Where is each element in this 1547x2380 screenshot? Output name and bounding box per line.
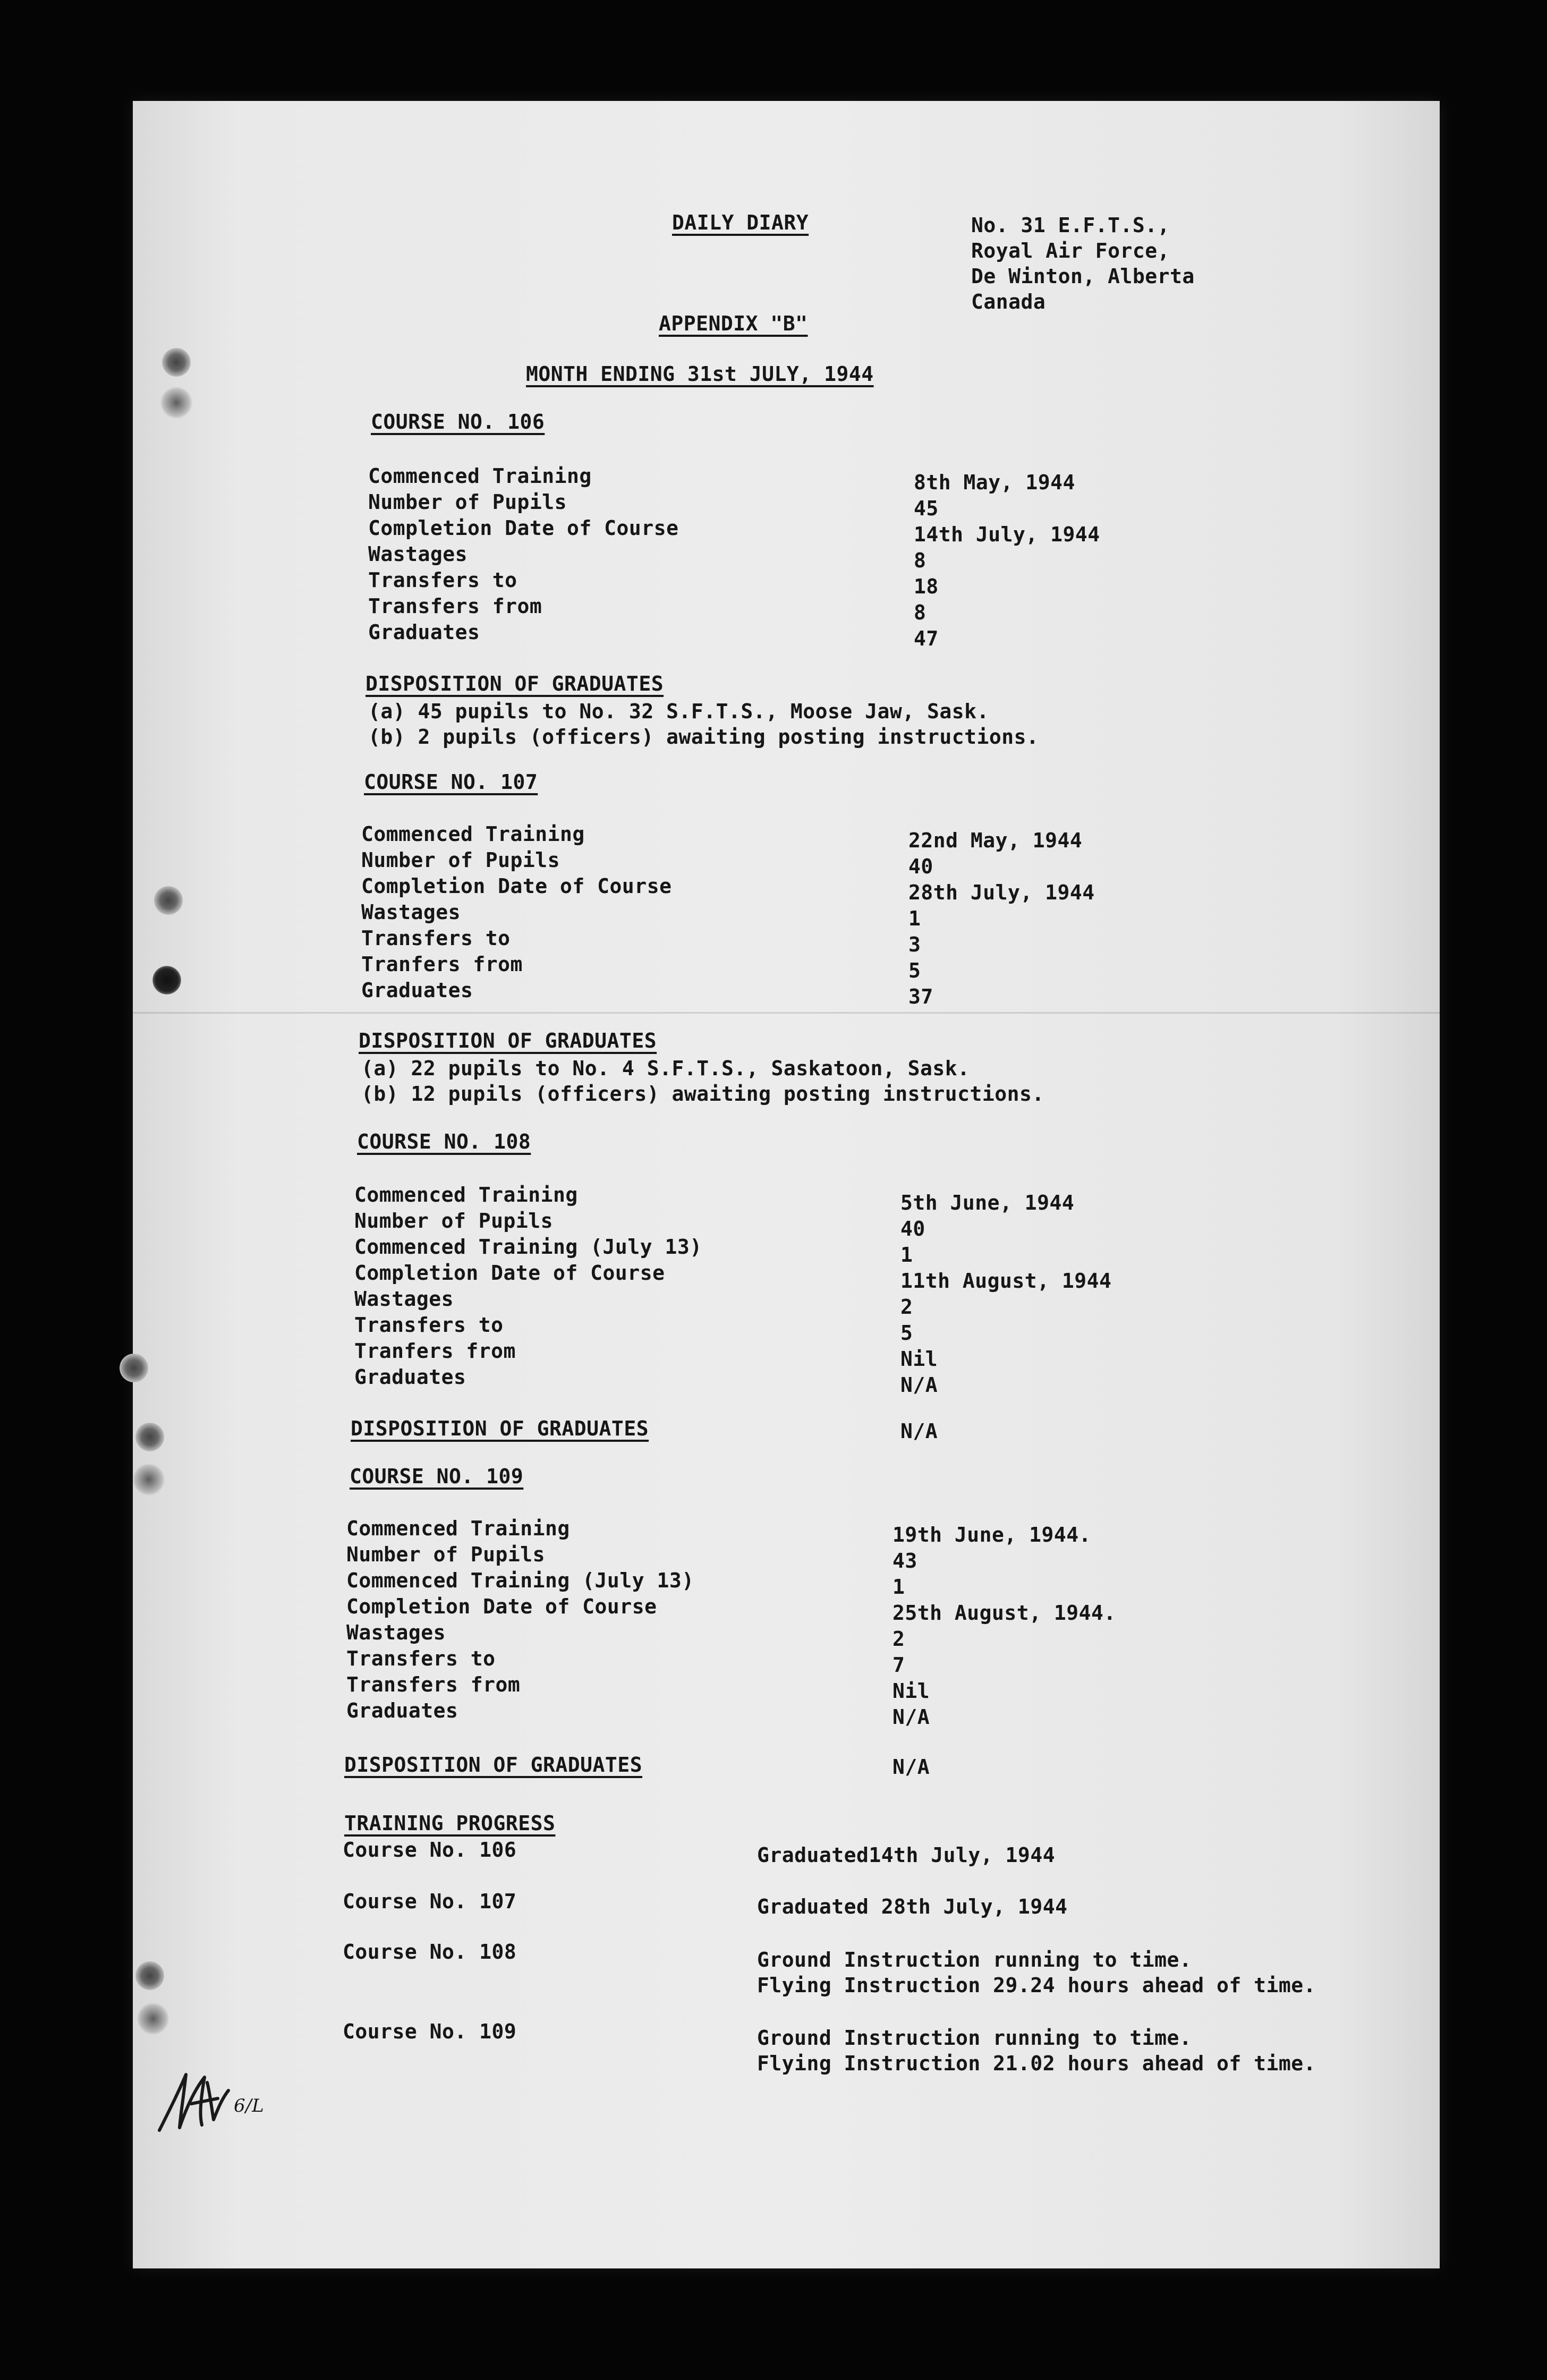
field-label: Transfers from (346, 1673, 521, 1696)
ink-smudge (137, 2003, 169, 2035)
field-label: Commenced Training (346, 1517, 570, 1540)
field-value: 8 (914, 549, 926, 572)
progress-course-label: Course No. 107 (343, 1890, 517, 1913)
field-value: 1 (892, 1575, 905, 1599)
field-label: Wastages (346, 1621, 446, 1644)
field-value: 19th June, 1944. (892, 1523, 1092, 1546)
field-value: 1 (900, 1243, 913, 1266)
field-value: 43 (892, 1549, 917, 1572)
field-label: Graduates (346, 1699, 458, 1722)
field-label: Commenced Training (354, 1183, 578, 1206)
field-value: 22nd May, 1944 (908, 829, 1083, 852)
punch-hole (152, 966, 181, 994)
field-value: 40 (908, 855, 933, 878)
disposition-item: (b) 2 pupils (officers) awaiting posting instructions. (368, 725, 1039, 749)
field-label: Completion Date of Course (346, 1595, 657, 1618)
disposition-value: N/A (900, 1420, 938, 1443)
field-value: 14th July, 1944 (914, 523, 1100, 546)
disposition-item: (b) 12 pupils (officers) awaiting posting instructions. (361, 1082, 1044, 1106)
field-value: 28th July, 1944 (908, 881, 1095, 904)
field-value: Nil (892, 1679, 930, 1703)
punch-hole (162, 348, 191, 377)
field-label: Completion Date of Course (354, 1261, 665, 1285)
field-value: 7 (892, 1653, 905, 1677)
progress-course-label: Course No. 109 (343, 2020, 517, 2043)
field-value: 5 (908, 959, 921, 982)
field-value: 8 (914, 601, 926, 624)
diary-title: DAILY DIARY (672, 211, 809, 234)
field-value: Nil (900, 1347, 938, 1371)
course-107-heading: COURSE NO. 107 (364, 770, 538, 794)
course-108-heading: COURSE NO. 108 (357, 1130, 531, 1153)
ink-smudge (133, 1464, 165, 1495)
field-label: Transfers to (354, 1313, 504, 1337)
field-value: 18 (914, 575, 939, 598)
progress-course-label: Course No. 108 (343, 1940, 517, 1964)
field-value: 2 (900, 1295, 913, 1319)
disposition-item: (a) 22 pupils to No. 4 S.F.T.S., Saskatoon, Sask. (361, 1057, 970, 1080)
punch-hole (135, 1423, 164, 1451)
training-progress-heading: TRAINING PROGRESS (344, 1812, 556, 1835)
field-label: Graduates (361, 979, 473, 1002)
disposition-heading: DISPOSITION OF GRADUATES (344, 1753, 643, 1776)
disposition-heading: DISPOSITION OF GRADUATES (351, 1417, 649, 1440)
punch-hole (135, 1961, 164, 1990)
progress-status: Graduated14th July, 1944 (757, 1843, 1056, 1867)
field-label: Commenced Training (July 13) (354, 1235, 702, 1259)
disposition-heading: DISPOSITION OF GRADUATES (366, 672, 664, 695)
field-value: 47 (914, 627, 939, 650)
field-label: Wastages (361, 900, 461, 924)
field-value: 5th June, 1944 (900, 1191, 1075, 1214)
field-value: 5 (900, 1321, 913, 1345)
field-label: Commenced Training (361, 822, 585, 846)
field-value: 3 (908, 933, 921, 956)
field-value: 1 (908, 907, 921, 930)
field-value: 2 (892, 1627, 905, 1651)
unit-line-1: No. 31 E.F.T.S., (971, 214, 1170, 237)
initials-text: 6/L (234, 2095, 265, 2116)
progress-status: Flying Instruction 29.24 hours ahead of time. (757, 1974, 1316, 1997)
field-label: Transfers to (346, 1647, 496, 1670)
appendix-heading: APPENDIX "B" (659, 312, 808, 335)
document-page (133, 101, 1440, 2268)
field-label: Commenced Training (368, 464, 592, 488)
field-label: Number of Pupils (354, 1209, 554, 1232)
punch-hole (120, 1354, 148, 1382)
field-label: Tranfers from (361, 953, 523, 976)
punch-hole (154, 886, 183, 915)
progress-status: Ground Instruction running to time. (757, 2026, 1192, 2050)
field-value: 40 (900, 1217, 925, 1240)
disposition-heading: DISPOSITION OF GRADUATES (359, 1029, 657, 1052)
course-109-heading: COURSE NO. 109 (350, 1465, 524, 1488)
fold-line (133, 1012, 1440, 1014)
course-106-heading: COURSE NO. 106 (371, 410, 545, 434)
month-heading: MONTH ENDING 31st JULY, 1944 (526, 362, 874, 386)
handwritten-initials (154, 2061, 282, 2143)
field-value: 25th August, 1944. (892, 1601, 1116, 1625)
unit-line-2: Royal Air Force, (971, 239, 1170, 262)
disposition-value: N/A (892, 1755, 930, 1779)
field-label: Number of Pupils (361, 848, 560, 872)
field-label: Graduates (354, 1365, 466, 1389)
field-label: Graduates (368, 620, 480, 644)
unit-line-4: Canada (971, 290, 1046, 313)
field-label: Transfers from (368, 594, 542, 618)
disposition-item: (a) 45 pupils to No. 32 S.F.T.S., Moose Jaw, Sask. (368, 700, 989, 723)
progress-status: Flying Instruction 21.02 hours ahead of time. (757, 2052, 1316, 2075)
field-value: 37 (908, 985, 933, 1008)
unit-line-3: De Winton, Alberta (971, 265, 1195, 288)
field-label: Transfers to (368, 568, 517, 592)
progress-status: Graduated 28th July, 1944 (757, 1895, 1068, 1918)
field-value: 11th August, 1944 (900, 1269, 1112, 1293)
field-label: Completion Date of Course (368, 516, 679, 540)
ink-smudge (160, 387, 192, 419)
field-label: Wastages (368, 542, 468, 566)
field-label: Number of Pupils (346, 1543, 546, 1566)
field-value: N/A (900, 1373, 938, 1397)
field-label: Number of Pupils (368, 490, 567, 514)
field-label: Commenced Training (July 13) (346, 1569, 694, 1592)
field-value: 45 (914, 497, 939, 520)
field-label: Completion Date of Course (361, 874, 672, 898)
field-label: Wastages (354, 1287, 454, 1311)
field-label: Tranfers from (354, 1339, 516, 1363)
field-value: N/A (892, 1705, 930, 1729)
progress-course-label: Course No. 106 (343, 1838, 517, 1862)
field-label: Transfers to (361, 926, 511, 950)
field-value: 8th May, 1944 (914, 471, 1075, 494)
progress-status: Ground Instruction running to time. (757, 1948, 1192, 1971)
